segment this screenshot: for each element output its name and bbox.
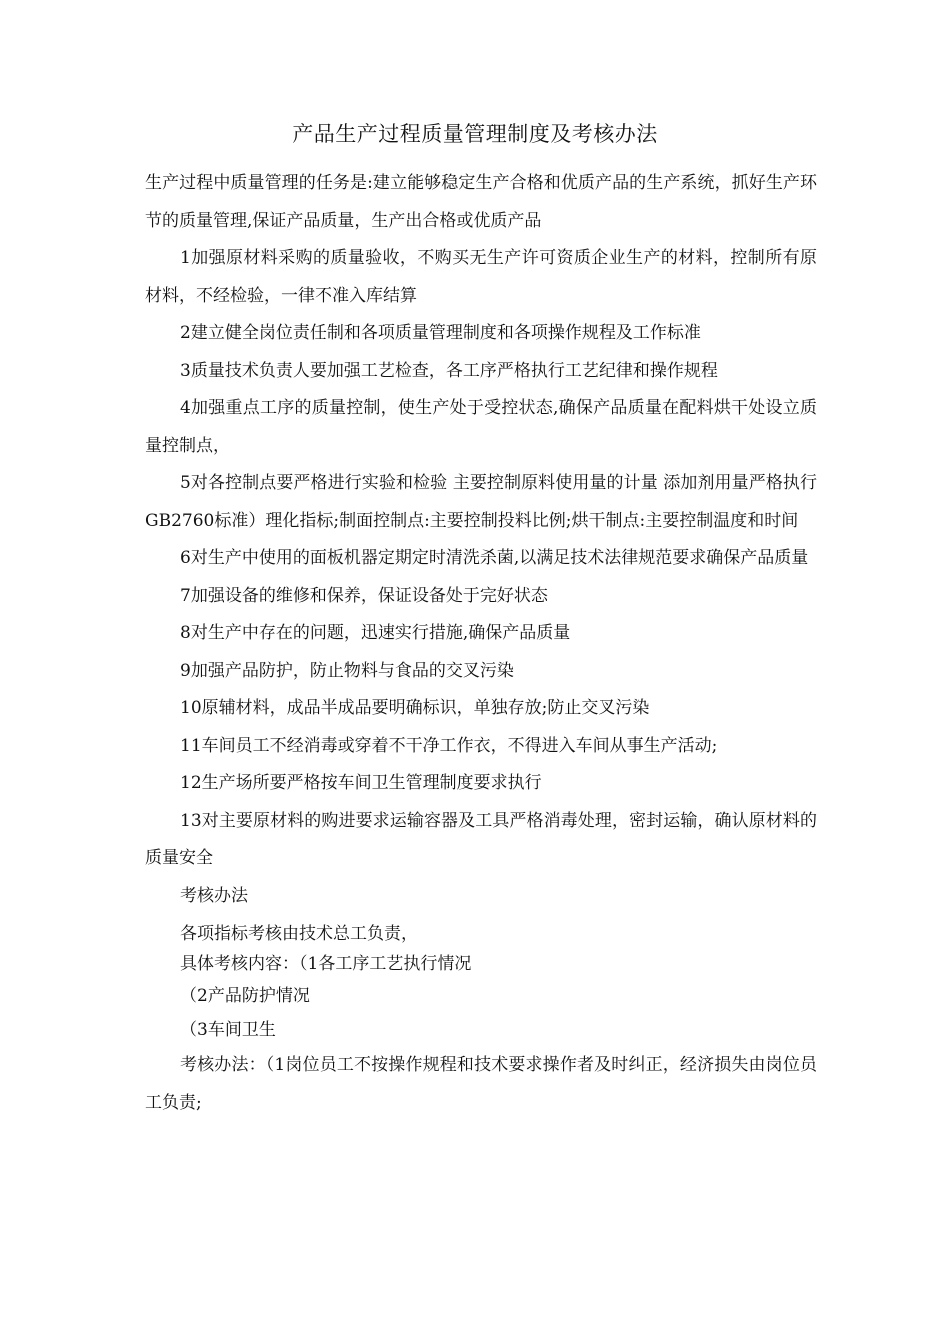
assessment-content-line: 具体考核内容：（1各工序工艺执行情况: [180, 954, 472, 974]
assessment-item-2: （2产品防护情况: [180, 986, 310, 1006]
assessment-item-3: （3车间卫生: [180, 1020, 276, 1040]
paragraph-4: 4加强重点工序的质量控制，使生产处于受控状态,确保产品质量在配料烘干处设立质量控制点，: [145, 398, 817, 456]
paragraph-12: 12生产场所要严格按车间卫生管理制度要求执行: [180, 773, 542, 793]
assessment-heading: 考核办法: [180, 885, 248, 906]
document-body: [145, 165, 817, 1122]
paragraph-3: 3质量技术负责人要加强工艺检查，各工序严格执行工艺纪律和操作规程: [180, 360, 718, 381]
assessment-method: 考核办法：（1岗位员工不按操作规程和技术要求操作者及时纠正，经济损失由岗位员工负责;: [145, 1055, 817, 1113]
paragraph-2: 2建立健全岗位责任制和各项质量管理制度和各项操作规程及工作标准: [180, 323, 701, 343]
paragraph-9: 9加强产品防护，防止物料与食品的交叉污染: [180, 660, 514, 681]
paragraph-8: 8对生产中存在的问题，迅速实行措施,确保产品质量: [180, 623, 571, 643]
paragraph-7: 7加强设备的维修和保养，保证设备处于完好状态: [180, 585, 548, 606]
assessment-responsible: 各项指标考核由技术总工负责，: [180, 924, 418, 944]
document-title: 产品生产过程质量管理制度及考核办法: [292, 122, 658, 146]
paragraph-11: 11车间员工不经消毒或穿着不干净工作衣，不得进入车间从事生产活动;: [180, 735, 718, 756]
paragraph-13: 13对主要原材料的购进要求运输容器及工具严格消毒处理，密封运输，确认原材料的质量安全: [145, 810, 817, 868]
paragraph-6: 6对生产中使用的面板机器定期定时清洗杀菌,以满足技术法律规范要求确保产品质量: [180, 548, 809, 568]
paragraph-10: 10原辅材料，成品半成品要明确标识，单独存放;防止交叉污染: [180, 698, 650, 718]
paragraph-1: 1加强原材料采购的质量验收，不购买无生产许可资质企业生产的材料，控制所有原材料，不经检验，一律不准入库结算: [145, 248, 817, 306]
intro-paragraph: 生产过程中质量管理的任务是:建立能够稳定生产合格和优质产品的生产系统，抓好生产环节的质量管理,保证产品质量，生产出合格或优质产品: [145, 173, 817, 231]
paragraph-5: 5对各控制点要严格进行实验和检验 主要控制原料使用量的计量 添加剂用量严格执行GB2760标准）理化指标;制面控制点:主要控制投料比例;烘干制点:主要控制温度和时间: [145, 473, 817, 531]
